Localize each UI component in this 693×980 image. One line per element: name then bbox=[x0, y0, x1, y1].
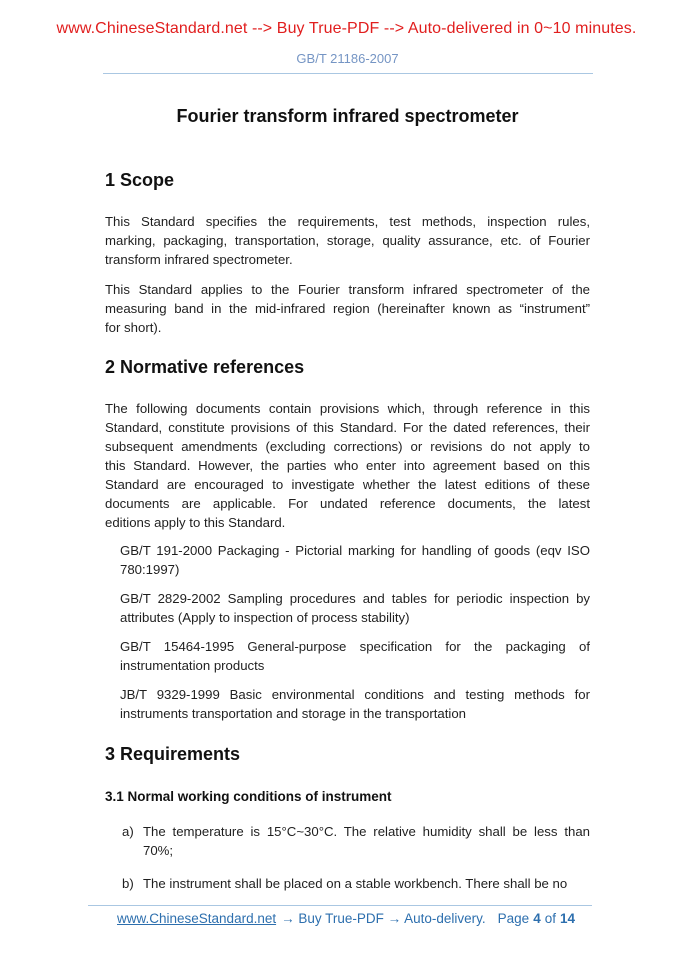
reference-line: JB/T 9329-1999 Basic environmental conditions and testing methods for bbox=[120, 687, 590, 702]
reference-line: GB/T 15464-1995 General-purpose specification for the packaging of bbox=[120, 639, 590, 654]
paragraph-line: This Standard specifies the requirements, test methods, inspection rules, bbox=[105, 214, 590, 229]
reference-entry bbox=[120, 637, 590, 675]
paragraph-line: measuring band in the mid-infrared region (hereinafter known as “instrument” bbox=[105, 301, 590, 316]
section-heading-scope: 1 Scope bbox=[105, 170, 175, 190]
promo-banner[interactable]: www.ChineseStandard.net --> Buy True-PDF --> Auto-delivered in 0~10 minutes. bbox=[56, 20, 637, 37]
header-divider bbox=[103, 73, 593, 74]
reference-line: instruments transportation and storage in the transportation bbox=[120, 706, 467, 721]
page-current: 4 bbox=[533, 911, 541, 926]
footer-tagline: → Buy True-PDF → Auto-delivery. bbox=[281, 911, 486, 926]
reference-entry bbox=[120, 541, 590, 579]
paragraph-line: Standard are encouraged to investigate whether the latest editions of these bbox=[105, 477, 590, 492]
paragraph-line: editions apply to this Standard. bbox=[105, 515, 286, 530]
normative-intro-paragraph bbox=[105, 399, 590, 532]
reference-line: attributes (Apply to inspection of process stability) bbox=[120, 610, 410, 625]
paragraph-line: The instrument shall be placed on a stable workbench. There shall be no bbox=[143, 876, 568, 891]
paragraph-line: documents are applicable. For undated reference documents, the latest bbox=[105, 496, 590, 511]
standard-number: GB/T 21186-2007 bbox=[296, 51, 399, 66]
list-item-marker: a) bbox=[122, 824, 134, 839]
list-item-text bbox=[143, 822, 590, 860]
footer-promo bbox=[117, 911, 486, 926]
scope-paragraph-2 bbox=[105, 280, 590, 337]
page-of-label: of bbox=[544, 911, 556, 926]
paragraph-line: subsequent amendments (excluding corrections) or revisions do not apply to bbox=[105, 439, 590, 454]
reference-line: GB/T 2829-2002 Sampling procedures and tables for periodic inspection by bbox=[120, 591, 590, 606]
paragraph-line: 70%; bbox=[143, 843, 174, 858]
paragraph-line: The following documents contain provisions which, through reference in this bbox=[105, 401, 590, 416]
list-item-marker: b) bbox=[122, 876, 134, 891]
page-footer bbox=[88, 905, 592, 926]
reference-line: instrumentation products bbox=[120, 658, 265, 673]
scope-paragraph-1 bbox=[105, 212, 590, 269]
page-indicator bbox=[496, 911, 577, 926]
subsection-heading-normal-working-conditions: 3.1 Normal working conditions of instrument bbox=[105, 789, 392, 804]
list-item-text bbox=[143, 874, 590, 893]
paragraph-line: marking, packaging, transportation, storage, quality assurance, etc. of Fourier bbox=[105, 233, 590, 248]
reference-line: 780:1997) bbox=[120, 562, 180, 577]
list-item-b bbox=[105, 874, 590, 893]
page-label: Page bbox=[497, 911, 530, 926]
paragraph-line: this Standard. However, the parties who enter into agreement based on this bbox=[105, 458, 590, 473]
section-heading-requirements: 3 Requirements bbox=[105, 744, 241, 764]
page-title: Fourier transform infrared spectrometer bbox=[176, 106, 519, 126]
footer-site-link[interactable]: www.ChineseStandard.net bbox=[117, 911, 277, 926]
paragraph-line: This Standard applies to the Fourier transform infrared spectrometer of the bbox=[105, 282, 590, 297]
section-heading-normative-references: 2 Normative references bbox=[105, 357, 305, 377]
paragraph-line: The temperature is 15°C~30°C. The relative humidity shall be less than bbox=[143, 824, 590, 839]
paragraph-line: for short). bbox=[105, 320, 162, 335]
paragraph-line: Standard, constitute provisions of this Standard. For the dated references, their bbox=[105, 420, 590, 435]
paragraph-line: transform infrared spectrometer. bbox=[105, 252, 293, 267]
reference-entry bbox=[120, 685, 590, 723]
list-item-a bbox=[105, 822, 590, 860]
page-total: 14 bbox=[559, 911, 575, 926]
reference-entry bbox=[120, 589, 590, 627]
reference-line: GB/T 191-2000 Packaging - Pictorial marking for handling of goods (eqv ISO bbox=[120, 543, 590, 558]
reference-list bbox=[120, 541, 590, 723]
